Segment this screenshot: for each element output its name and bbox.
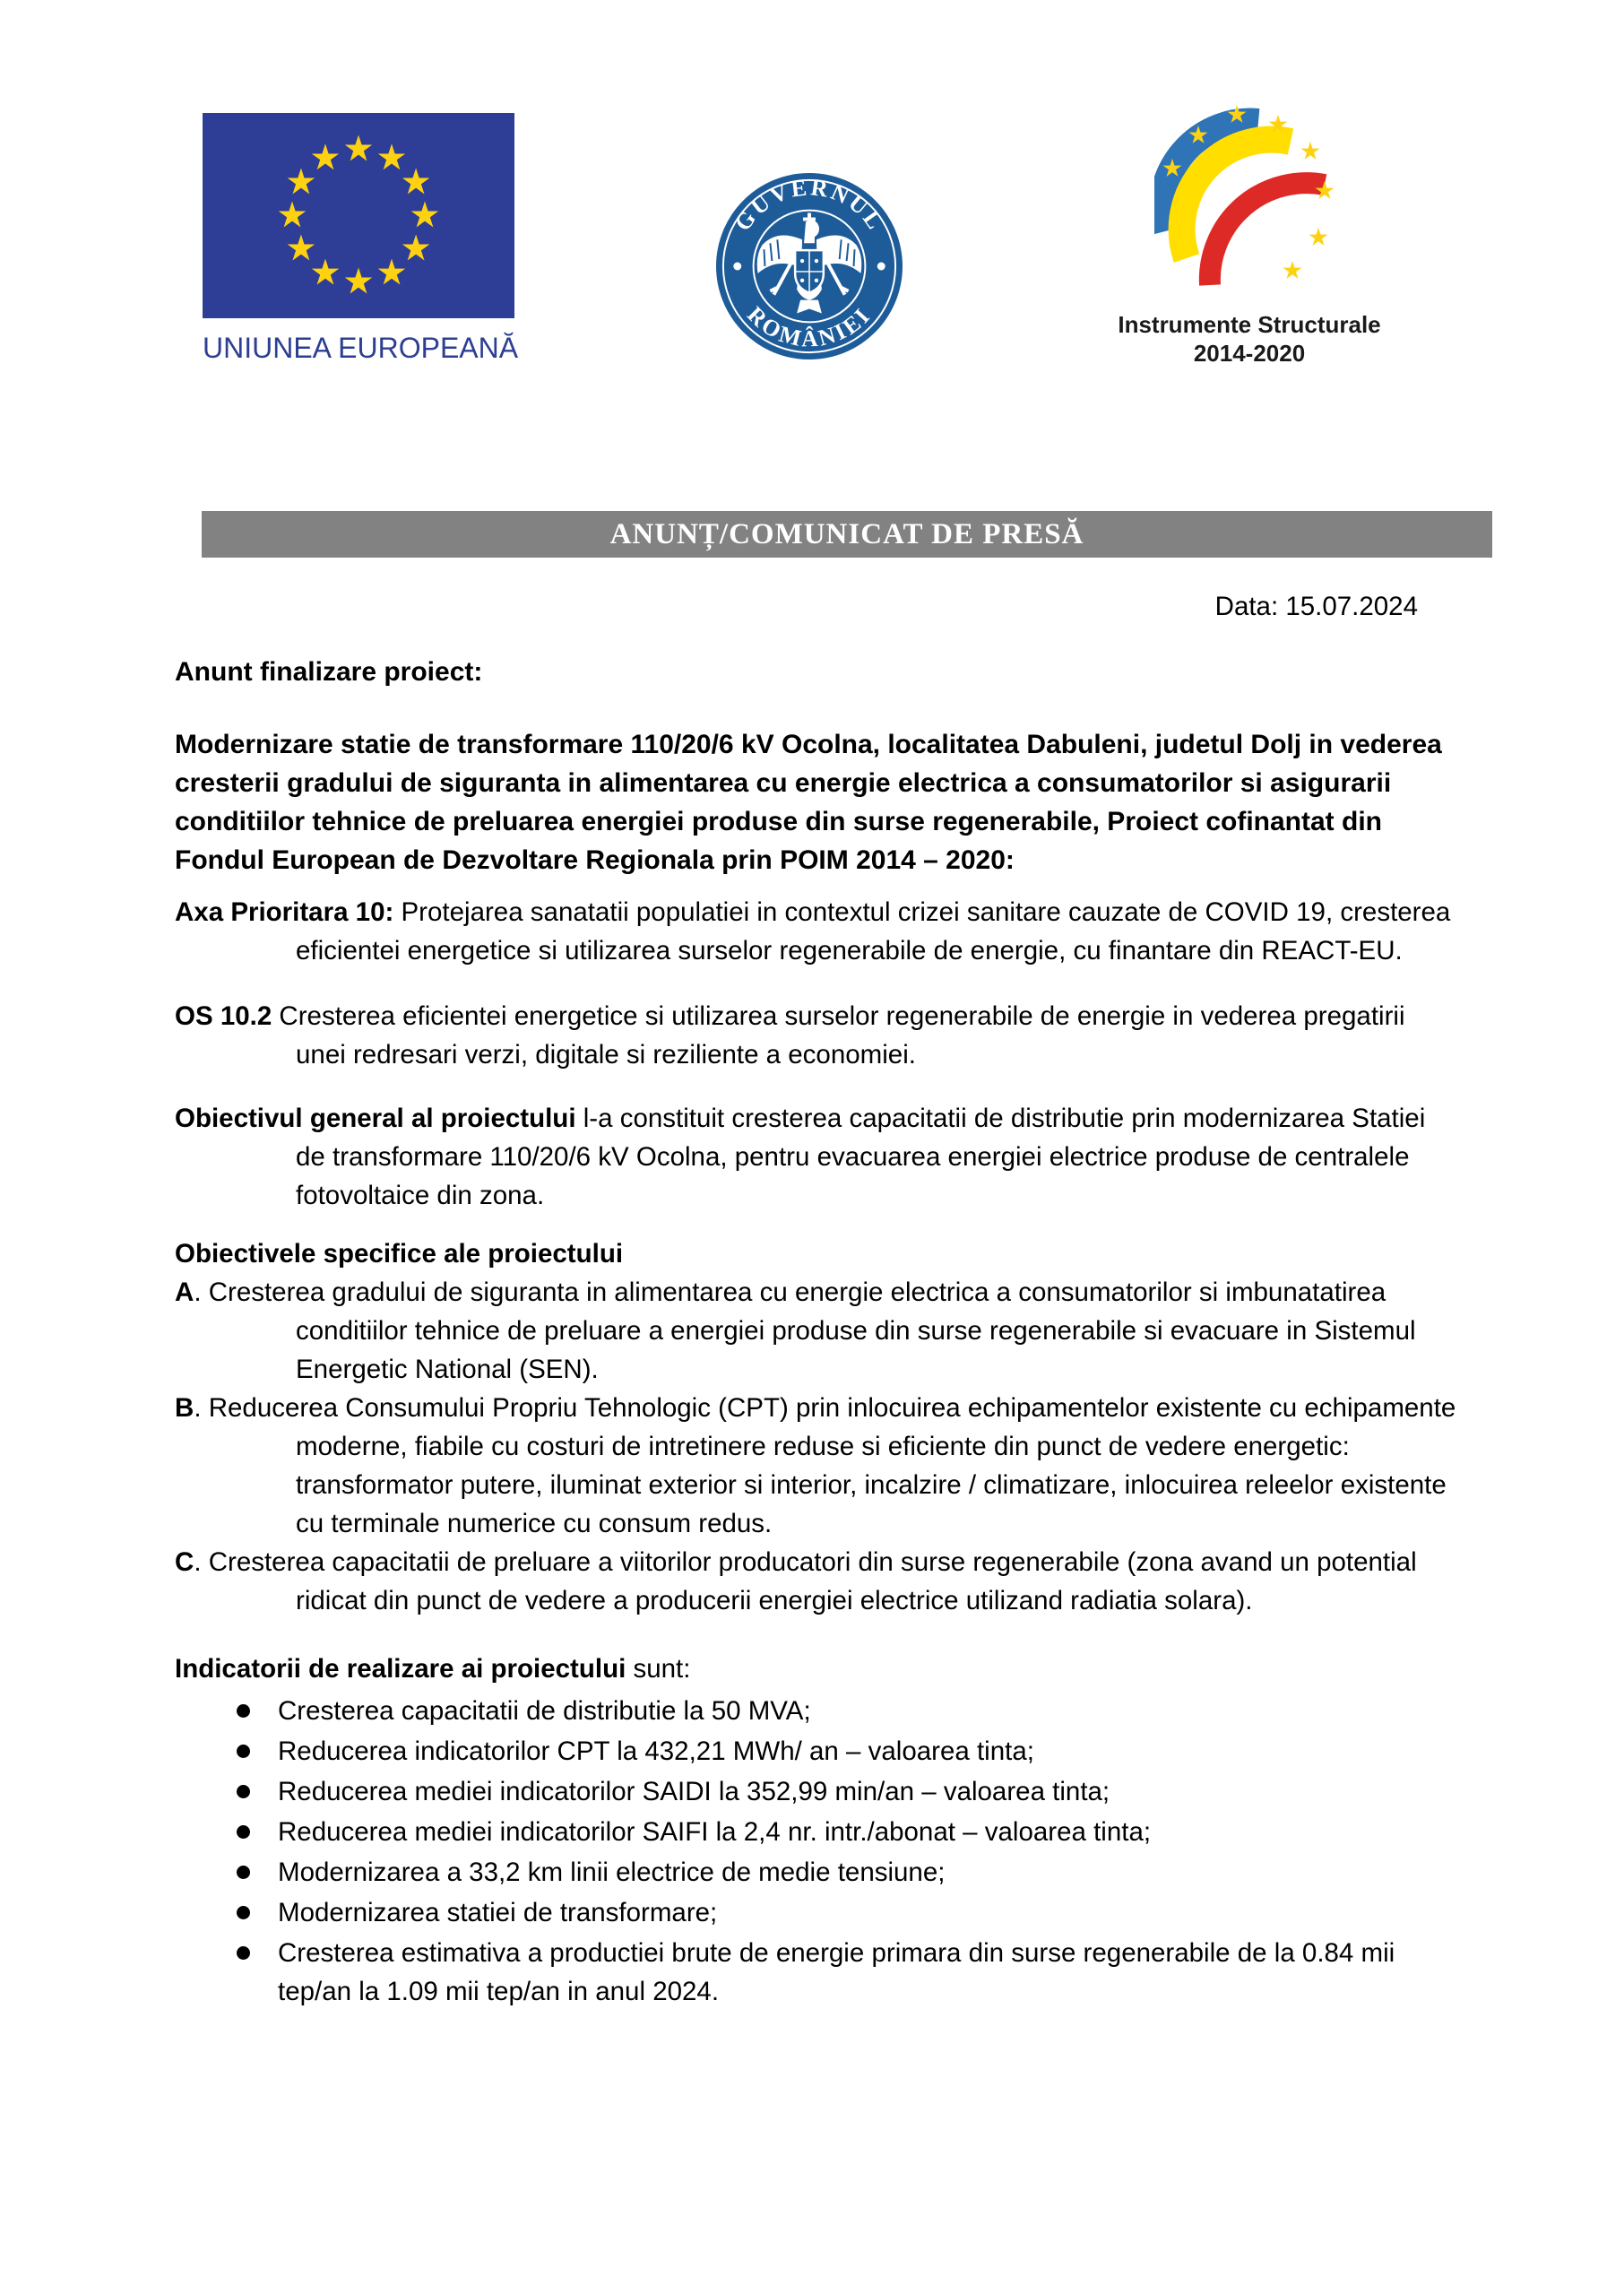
objective-item-c	[175, 1543, 1458, 1620]
objective-item-b	[175, 1389, 1458, 1543]
objective-letter: A	[175, 1277, 194, 1307]
date-line: Data: 15.07.2024	[1214, 592, 1418, 621]
indicators-rest: sunt:	[626, 1654, 691, 1684]
list-item: Modernizarea statiei de transformare;	[175, 1893, 1458, 1932]
objectives-heading: Obiectivele specifice ale proiectului	[175, 1239, 624, 1269]
seal-top-text: GUVERNUL	[729, 174, 890, 236]
eu-flag-logo	[203, 113, 519, 364]
instrumente-structurale-caption	[1070, 310, 1429, 368]
objective-text: . Cresterea gradului de siguranta in alimentarea cu energie electrica a consumatorilor si imbunatatirea conditiilor tehnice de preluare a energiei produse din surse regenerabile si evacuare in Sistemul Energetic National (SEN).	[194, 1277, 1416, 1384]
banner-title: ANUNȚ/COMUNICAT DE PRESĂ	[609, 518, 1084, 550]
section-obiectiv-general	[175, 1099, 1458, 1215]
bullet-icon	[237, 1745, 250, 1758]
bullet-icon	[237, 1825, 250, 1839]
objective-letter: C	[175, 1547, 194, 1577]
is-caption-line1: Instrumente Structurale	[1118, 311, 1381, 338]
list-item: Reducerea mediei indicatorilor SAIDI la 352,99 min/an – valoarea tinta;	[175, 1772, 1458, 1811]
objective-letter: B	[175, 1393, 194, 1423]
section-lead: Axa Prioritara 10:	[175, 897, 394, 927]
list-item: Reducerea indicatorilor CPT la 432,21 MWh/ an – valoarea tinta;	[175, 1732, 1458, 1771]
document-body	[175, 587, 1458, 2013]
section-text: Protejarea sanatatii populatiei in contextul crizei sanitare cauzate de COVID 19, cresterea eficientei energetice si utilizarea surselor regenerabile de energie, cu finantare din REACT-EU.	[296, 897, 1451, 966]
bullet-icon	[237, 1946, 250, 1960]
gov-romania-seal-logo	[715, 172, 903, 360]
section-text: Cresterea eficientei energetice si utilizarea surselor regenerabile de energie in vederea pregatirii unei redresari verzi, digitale si reziliente a economiei.	[272, 1001, 1405, 1070]
indicators-heading	[175, 1650, 1458, 1688]
instrumente-structurale-logo	[1154, 100, 1347, 311]
indicators-list	[175, 1692, 1458, 2011]
is-caption-line2: 2014-2020	[1193, 340, 1306, 367]
objective-item-a	[175, 1273, 1458, 1389]
project-title: Modernizare statie de transformare 110/20/6 kV Ocolna, localitatea Dabuleni, judetul Dolj in vederea cresterii gradului de siguranta in alimentarea cu energie electrica a consumatorilor si asigurarii conditiilor tehnice de preluarea energiei produse din surse regenerabile, Proiect cofinantat din Fondul European de Dezvoltare Regionala prin POIM 2014 – 2020:	[175, 730, 1442, 875]
eu-flag-icon	[203, 113, 514, 318]
list-item: Cresterea estimativa a productiei brute de energie primara din surse regenerabile de la 0.84 mii tep/an la 1.09 mii tep/an in anul 2024.	[175, 1934, 1458, 2011]
bullet-icon	[237, 1785, 250, 1798]
bullet-icon	[237, 1906, 250, 1919]
intro-heading: Anunt finalizare proiect:	[175, 657, 483, 687]
list-item: Cresterea capacitatii de distributie la 50 MVA;	[175, 1692, 1458, 1730]
section-text: l-a constituit cresterea capacitatii de distributie prin modernizarea Statiei de transformare 110/20/6 kV Ocolna, pentru evacuarea energiei electrice produse de centralele fotovoltaice din zona.	[296, 1104, 1426, 1210]
bullet-icon	[237, 1704, 250, 1718]
objective-text: . Reducerea Consumului Propriu Tehnologic (CPT) prin inlocuirea echipamentelor existente cu echipamente moderne, fiabile cu costuri de intretinere reduse si eficiente din punct de vedere energetic: transformator putere, iluminat exterior si interior, incalzire / climatizare, inlocuirea releelor existente cu terminale numerice cu consum redus.	[194, 1393, 1456, 1538]
section-lead: OS 10.2	[175, 1001, 272, 1031]
indicators-lead: Indicatorii de realizare ai proiectului	[175, 1654, 626, 1684]
press-release-banner	[202, 511, 1492, 558]
list-item: Reducerea mediei indicatorilor SAIFI la 2,4 nr. intr./abonat – valoarea tinta;	[175, 1813, 1458, 1851]
seal-bottom-text: ROMÂNIEI	[742, 301, 877, 352]
eu-flag-label: UNIUNEA EUROPEANĂ	[203, 332, 519, 364]
objective-text: . Cresterea capacitatii de preluare a viitorilor producatori din surse regenerabile (zona avand un potential ridicat din punct de vedere a producerii energiei electrice utilizand radiatia solara).	[194, 1547, 1417, 1615]
section-axa-prioritara	[175, 893, 1458, 970]
section-lead: Obiectivul general al proiectului	[175, 1104, 576, 1133]
list-item: Modernizarea a 33,2 km linii electrice de medie tensiune;	[175, 1853, 1458, 1892]
instrumente-structurale-icon	[1154, 100, 1347, 307]
bullet-icon	[237, 1866, 250, 1879]
section-os-10-2	[175, 997, 1458, 1074]
